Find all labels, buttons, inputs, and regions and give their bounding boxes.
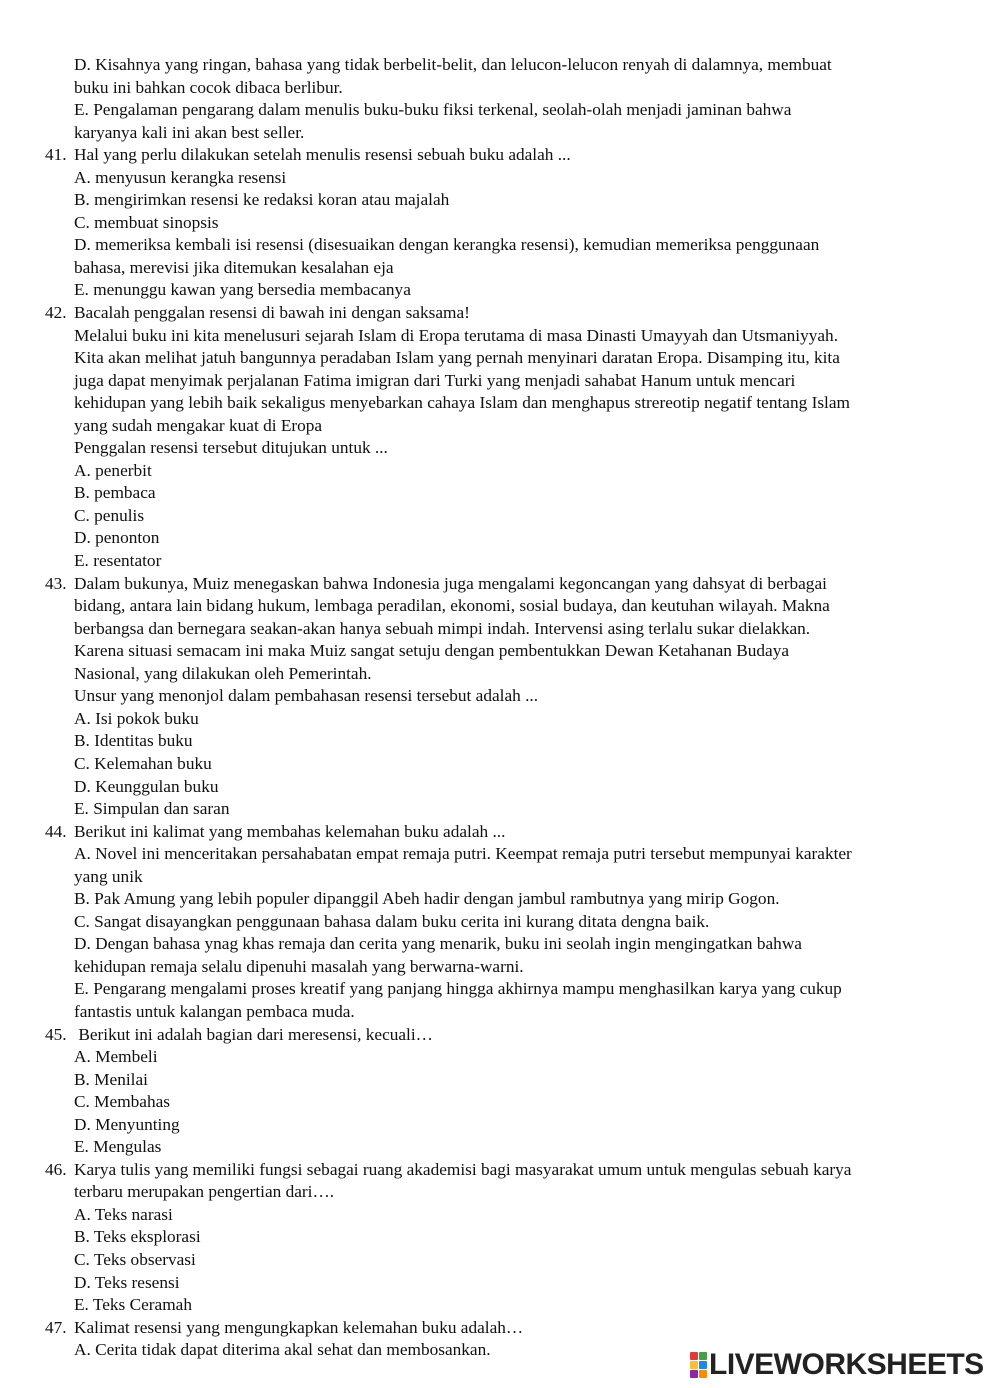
answer-option: D. Kisahnya yang ringan, bahasa yang tidak berbelit-belit, dan lelucon-lelucon renyah di dalamnya, membuat [74,55,832,74]
logo-square [690,1352,698,1360]
text-line: Nasional, yang dilakukan oleh Pemerintah. [74,663,372,683]
text-line: kehidupan remaja selalu dipenuhi masalah yang berwarna-warni. [74,956,524,976]
text-line: karyanya kali ini akan best seller. [74,122,305,142]
question-text: Berikut ini kalimat yang membahas kelemahan buku adalah ... [74,821,506,841]
answer-option: C. penulis [74,505,145,525]
text-line: buku ini bahkan cocok dibaca berlibur. [74,77,343,97]
answer-option: A. Teks narasi [74,1204,173,1224]
logo-square [699,1361,707,1369]
question-line [0,821,999,844]
question-text: Dalam bukunya, Muiz menegaskan bahwa Indonesia juga mengalami kegoncangan yang dahsyat di berbagai [74,573,827,593]
question-number: 43. [45,573,67,593]
answer-option: B. Menilai [74,1069,148,1089]
text-line: terbaru merupakan pengertian dari…. [74,1182,335,1202]
text-line: fantastis untuk kalangan pembaca muda. [74,1001,355,1021]
liveworksheets-logo-text: LIVEWORKSHEETS [709,1348,984,1381]
answer-option: B. Identitas buku [74,731,193,751]
answer-option: B. mengirimkan resensi ke redaksi koran atau majalah [74,190,450,210]
question-text: Karya tulis yang memiliki fungsi sebagai ruang akademisi bagi masyarakat umum untuk mengulas sebuah karya [74,1159,852,1179]
text-line: kehidupan yang lebih baik sekaligus menyebarkan cahaya Islam dan menghapus strereotip negatif tentang Islam [74,393,850,413]
answer-option: E. Simpulan dan saran [74,799,230,819]
text-line: bidang, antara lain bidang hukum, lembaga peradilan, ekonomi, sosial budaya, dan keutuhan wilayah. Makna [74,596,830,616]
question-number: 46. [45,1159,67,1179]
question-text: Bacalah penggalan resensi di bawah ini dengan saksama! [74,303,470,323]
question-number: 44. [45,821,67,841]
answer-option: A. Novel ini menceritakan persahabatan empat remaja putri. Keempat remaja putri tersebut mempunyai karakter [74,844,852,864]
text-line: Unsur yang menonjol dalam pembahasan resensi tersebut adalah ... [74,686,539,706]
answer-option: C. Kelemahan buku [74,753,212,773]
text-line: Karena situasi semacam ini maka Muiz sangat setuju dengan pembentukkan Dewan Ketahanan Budaya [74,641,790,661]
question-line [0,1024,999,1047]
worksheet-page [0,54,999,1362]
answer-option: D. Dengan bahasa ynag khas remaja dan cerita yang menarik, buku ini seolah ingin mengingatkan bahwa [74,934,802,954]
text-line: Kita akan melihat jatuh bangunnya peradaban Islam yang pernah menyinari daratan Eropa. Disamping itu, kita [74,348,840,368]
answer-option: E. resentator [74,551,162,571]
question-line [0,1317,999,1340]
logo-square [699,1352,707,1360]
answer-option: E. Teks Ceramah [74,1295,192,1315]
answer-option: D. Menyunting [74,1114,180,1134]
question-line [0,573,999,596]
answer-option: D. Teks resensi [74,1272,180,1292]
answer-option: B. pembaca [74,483,156,503]
question-number: 47. [45,1317,67,1337]
answer-option: C. Membahas [74,1092,170,1112]
answer-option: D. memeriksa kembali isi resensi (disesuaikan dengan kerangka resensi), kemudian memeriksa penggunaan [74,235,820,255]
answer-option: D. Keunggulan buku [74,776,219,796]
text-line: berbangsa dan bernegara seakan-akan hanya sebuah mimpi indah. Intervensi asing terlalu sukar dielakkan. [74,618,811,638]
logo-square [690,1361,698,1369]
answer-option: E. Pengarang mengalami proses kreatif yang panjang hingga akhirnya mampu menghasilkan karya yang cukup [74,979,842,999]
question-number: 45. [45,1024,67,1044]
question-text: Berikut ini adalah bagian dari meresensi, kecuali… [74,1024,433,1044]
answer-option: A. Isi pokok buku [74,708,199,728]
answer-option: E. Pengalaman pengarang dalam menulis buku-buku fiksi terkenal, seolah-olah menjadi jaminan bahwa [74,100,792,120]
logo-square [690,1370,698,1378]
answer-option: B. Pak Amung yang lebih populer dipanggil Abeh hadir dengan jambul rambutnya yang mirip Gogon. [74,889,780,909]
answer-option: C. Sangat disayangkan penggunaan bahasa dalam buku cerita ini kurang ditata dengna baik. [74,911,710,931]
question-line [0,1159,999,1182]
question-number: 41. [45,145,67,165]
answer-option: C. Teks observasi [74,1249,196,1269]
liveworksheets-logo[interactable] [690,1348,984,1382]
answer-option: A. menyusun kerangka resensi [74,167,287,187]
question-line [0,302,999,325]
text-line: yang unik [74,866,143,886]
text-line: juga dapat menyimak perjalanan Fatima imigran dari Turki yang menjadi sahabat Hanum untuk mencari [74,370,796,390]
answer-option: A. Cerita tidak dapat diterima akal sehat dan membosankan. [74,1340,491,1360]
text-line: yang sudah mengakar kuat di Eropa [74,415,323,435]
answer-option: A. penerbit [74,460,152,480]
liveworksheets-logo-icon [690,1352,707,1378]
question-line [0,144,999,167]
text-line: Melalui buku ini kita menelusuri sejarah Islam di Eropa terutama di masa Dinasti Umayyah dan Utsmaniyyah. [74,325,839,345]
logo-square [699,1370,707,1378]
question-text: Kalimat resensi yang mengungkapkan kelemahan buku adalah… [74,1317,524,1337]
question-text: Hal yang perlu dilakukan setelah menulis resensi sebuah buku adalah ... [74,145,571,165]
text-line: Penggalan resensi tersebut ditujukan untuk ... [74,438,388,458]
answer-option: D. penonton [74,528,160,548]
question-number: 42. [45,303,67,323]
answer-option: E. menunggu kawan yang bersedia membacanya [74,280,411,300]
answer-option: B. Teks eksplorasi [74,1227,201,1247]
text-line: bahasa, merevisi jika ditemukan kesalahan eja [74,257,394,277]
answer-option: A. Membeli [74,1047,158,1067]
answer-option: E. Mengulas [74,1137,162,1157]
answer-option: C. membuat sinopsis [74,212,219,232]
